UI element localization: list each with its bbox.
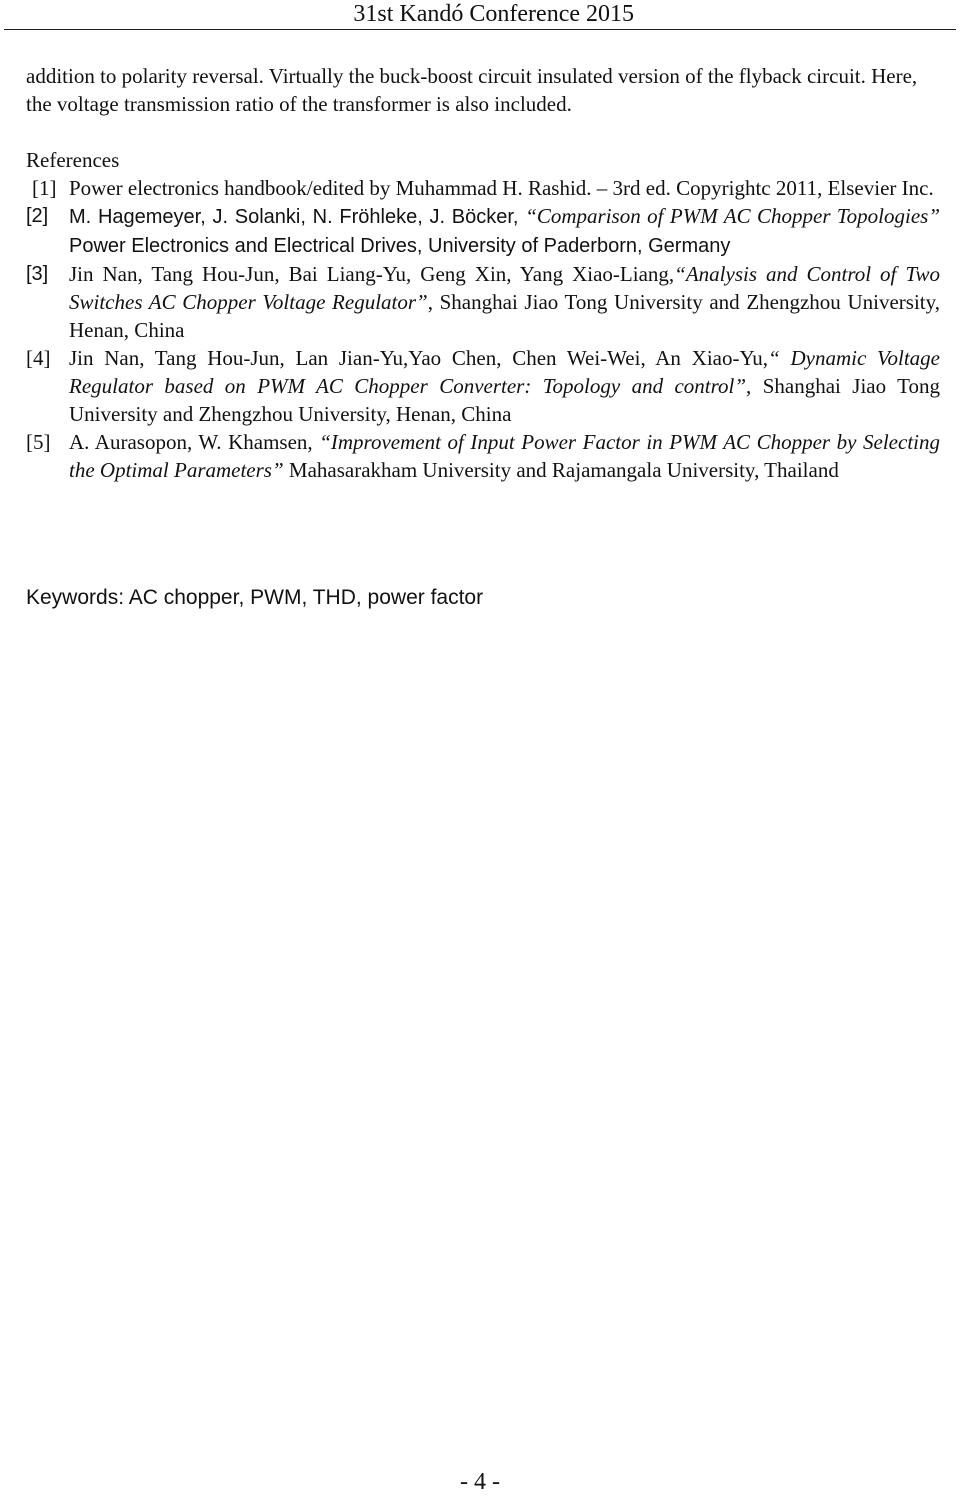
keywords-line: Keywords: AC chopper, PWM, THD, power factor bbox=[26, 586, 484, 609]
reference-source: , Shanghai Jiao Tong University and Zhengzhou University, Henan, China bbox=[69, 290, 940, 342]
reference-title: “ Dynamic Voltage Regulator based on PWM AC Chopper Converter: Topology and control” bbox=[69, 346, 940, 398]
reference-item-2 bbox=[26, 202, 940, 260]
reference-item-1 bbox=[26, 174, 940, 202]
reference-number: [4] bbox=[26, 346, 51, 370]
header-rule bbox=[4, 29, 956, 30]
reference-number: [1] bbox=[32, 176, 57, 200]
page-header bbox=[0, 0, 960, 32]
body-text bbox=[26, 62, 940, 484]
reference-authors: Jin Nan, Tang Hou-Jun, Bai Liang-Yu, Geng Xin, Yang Xiao-Liang, bbox=[69, 262, 675, 286]
reference-item-5 bbox=[26, 428, 940, 484]
reference-source: Power Electronics and Electrical Drives, University of Paderborn, Germany bbox=[69, 235, 731, 257]
reference-title: “Improvement of Input Power Factor in PWM AC Chopper by Selecting the Optimal Parameters” bbox=[69, 430, 940, 482]
conference-title: 31st Kandó Conference 2015 bbox=[353, 1, 634, 27]
reference-item-4 bbox=[26, 344, 940, 428]
reference-source: , Shanghai Jiao Tong University and Zhengzhou University, Henan, China bbox=[69, 374, 940, 426]
reference-number: [2] bbox=[26, 205, 49, 227]
reference-item-3 bbox=[26, 260, 940, 344]
reference-authors: Jin Nan, Tang Hou-Jun, Lan Jian-Yu,Yao Chen, Chen Wei-Wei, An Xiao-Yu, bbox=[69, 346, 769, 370]
reference-authors: M. Hagemeyer, J. Solanki, N. Fröhleke, J. Böcker, bbox=[69, 206, 526, 228]
references-heading: References bbox=[26, 148, 120, 172]
intro-paragraph: addition to polarity reversal. Virtually the buck-boost circuit insulated version of the flyback circuit. Here, the voltage transmission ratio of the transformer is also included. bbox=[26, 64, 918, 116]
reference-text: Power electronics handbook/edited by Muhammad H. Rashid. – 3rd ed. Copyrightc 2011, Elsevier Inc. bbox=[69, 176, 934, 200]
reference-authors: A. Aurasopon, W. Khamsen, bbox=[69, 430, 320, 454]
reference-title: “Comparison of PWM AC Chopper Topologies” bbox=[525, 204, 940, 228]
reference-number: [5] bbox=[26, 430, 51, 454]
reference-number: [3] bbox=[26, 263, 49, 285]
page-number: - 4 - bbox=[460, 1469, 500, 1495]
reference-title: “Analysis and Control of Two Switches AC Chopper Voltage Regulator” bbox=[69, 262, 940, 314]
reference-source: Mahasarakham University and Rajamangala University, Thailand bbox=[283, 458, 839, 482]
paragraph-spacer bbox=[26, 118, 940, 146]
